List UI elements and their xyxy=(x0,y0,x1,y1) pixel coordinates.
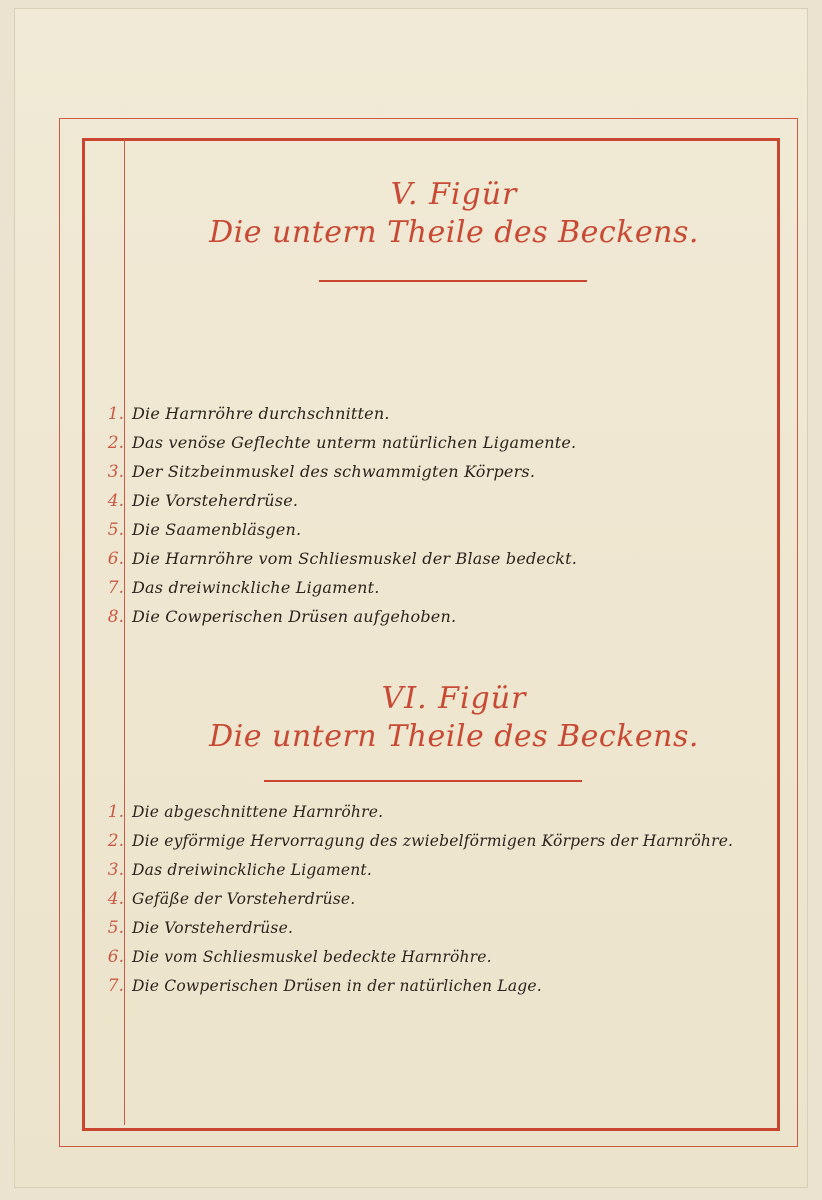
item-text: Die Cowperischen Drüsen aufgehoben. xyxy=(132,607,457,626)
manuscript-page xyxy=(14,8,808,1188)
item-text: Die vom Schliesmuskel bedeckte Harnröhre. xyxy=(132,948,492,966)
list-item xyxy=(96,462,577,491)
item-text: Die Saamenbläsgen. xyxy=(132,520,302,539)
item-text: Der Sitzbeinmuskel des schwammigten Körpers. xyxy=(132,462,536,481)
list-item xyxy=(96,578,577,607)
list-item xyxy=(96,491,577,520)
list-item xyxy=(96,433,577,462)
item-number: 6. xyxy=(107,947,124,967)
item-number: 1. xyxy=(107,404,124,424)
item-number: 7. xyxy=(107,578,124,598)
figure-label: VI. Figür xyxy=(381,681,527,716)
item-number: 4. xyxy=(107,889,124,909)
item-text: Das dreiwinckliche Ligament. xyxy=(132,578,380,597)
list-item xyxy=(96,520,577,549)
item-text: Die abgeschnittene Harnröhre. xyxy=(132,803,384,821)
figure-subtitle: Die untern Theile des Beckens. xyxy=(209,719,699,754)
legend-list-fig6 xyxy=(96,802,733,1005)
item-number: 6. xyxy=(107,549,124,569)
item-text: Die Cowperischen Drüsen in der natürlichen Lage. xyxy=(132,977,542,995)
list-item xyxy=(96,947,733,976)
figure-label: V. Figür xyxy=(390,177,518,212)
item-number: 7. xyxy=(107,976,124,996)
list-item xyxy=(96,607,577,636)
item-number: 3. xyxy=(107,462,124,482)
list-item xyxy=(96,404,577,433)
item-number: 8. xyxy=(107,607,124,627)
item-number: 3. xyxy=(107,860,124,880)
section-heading-fig6 xyxy=(194,680,714,756)
item-text: Gefäße der Vorsteherdrüse. xyxy=(132,890,356,908)
heading-underline xyxy=(264,780,582,782)
item-number: 1. xyxy=(107,802,124,822)
list-item xyxy=(96,831,733,860)
item-number: 2. xyxy=(107,831,124,851)
figure-subtitle: Die untern Theile des Beckens. xyxy=(209,215,699,250)
list-item xyxy=(96,860,733,889)
item-number: 2. xyxy=(107,433,124,453)
list-item xyxy=(96,976,733,1005)
item-text: Die Harnröhre vom Schliesmuskel der Blase bedeckt. xyxy=(132,549,578,568)
item-number: 4. xyxy=(107,491,124,511)
item-number: 5. xyxy=(107,918,124,938)
item-text: Die eyförmige Hervorragung des zwiebelförmigen Körpers der Harnröhre. xyxy=(132,832,734,850)
list-item xyxy=(96,918,733,947)
section-heading-fig5 xyxy=(194,176,714,252)
legend-list-fig5 xyxy=(96,404,577,636)
item-text: Das venöse Geflechte unterm natürlichen Ligamente. xyxy=(132,433,577,452)
item-text: Die Harnröhre durchschnitten. xyxy=(132,404,390,423)
item-text: Die Vorsteherdrüse. xyxy=(132,919,294,937)
item-text: Das dreiwinckliche Ligament. xyxy=(132,861,372,879)
item-text: Die Vorsteherdrüse. xyxy=(132,491,299,510)
list-item xyxy=(96,549,577,578)
list-item xyxy=(96,889,733,918)
heading-underline xyxy=(319,280,587,282)
item-number: 5. xyxy=(107,520,124,540)
list-item xyxy=(96,802,733,831)
